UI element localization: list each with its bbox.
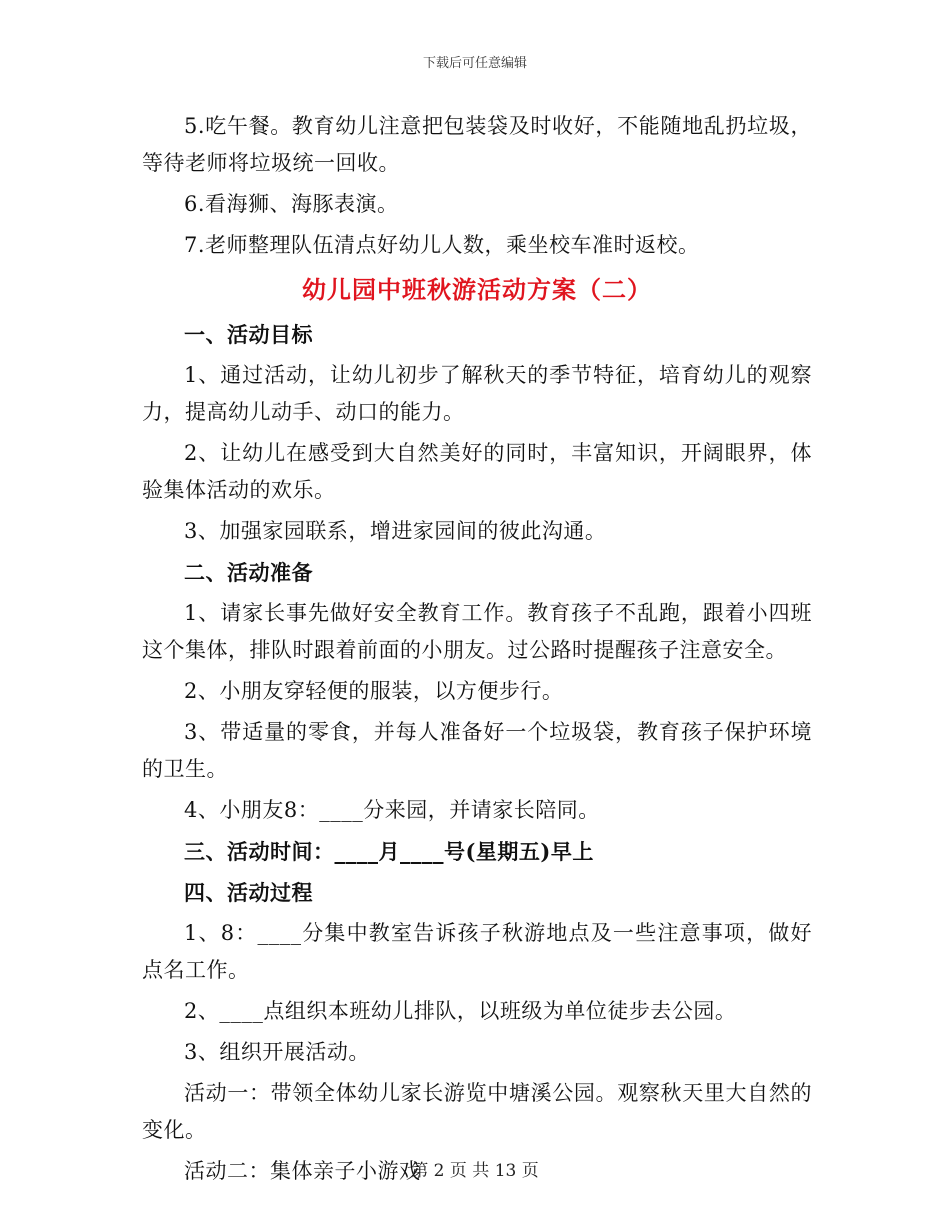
prep-item-1: 1、请家长事先做好安全教育工作。教育孩子不乱跑，跟着小四班这个集体，排队时跟着前面的小朋友。过公路时提醒孩子注意安全。 [142,601,812,662]
activity-2: 活动二：集体亲子小游戏 [184,1159,421,1183]
prep-item-3: 3、带适量的零食，并每人准备好一个垃圾袋，教育孩子保护环境的卫生。 [142,720,812,781]
heading-goals: 一、活动目标 [184,322,313,347]
process-item-2: 2、____点组织本班幼儿排队，以班级为单位徒步去公园。 [184,999,737,1023]
prep-item-4: 4、小朋友8：____分来园，并请家长陪同。 [184,798,600,822]
paragraph-return: 7.老师整理队伍清点好幼儿人数，乘坐校车准时返校。 [184,233,700,257]
process-item-3: 3、组织开展活动。 [184,1040,370,1064]
goal-item-2: 2、让幼儿在感受到大自然美好的同时，丰富知识，开阔眼界，体验集体活动的欢乐。 [142,441,812,502]
process-item-1: 1、8：____分集中教室告诉孩子秋游地点及一些注意事项，做好点名工作。 [142,921,812,982]
paragraph-show: 6.看海狮、海豚表演。 [184,192,399,216]
page-header: 下载后可任意编辑 [422,56,527,71]
goal-item-3: 3、加强家园联系，增进家园间的彼此沟通。 [184,519,607,543]
goal-item-1: 1、通过活动，让幼儿初步了解秋天的季节特征，培育幼儿的观察力，提高幼儿动手、动口的能力。 [142,363,812,424]
heading-preparation: 二、活动准备 [184,560,313,585]
document-body [142,108,812,1194]
section-title: 幼儿园中班秋游活动方案（二） [302,275,652,304]
paragraph-lunch: 5.吃午餐。教育幼儿注意把包装袋及时收好，不能随地乱扔垃圾，等待老师将垃圾统一回收。 [142,114,812,175]
heading-process: 四、活动过程 [184,880,313,905]
activity-1: 活动一：带领全体幼儿家长游览中塘溪公园。观察秋天里大自然的变化。 [142,1081,812,1142]
page-number: 第 2 页 共 13 页 [411,1161,539,1181]
prep-item-2: 2、小朋友穿轻便的服装，以方便步行。 [184,679,564,703]
heading-time: 三、活动时间：____月____号(星期五)早上 [184,839,594,864]
